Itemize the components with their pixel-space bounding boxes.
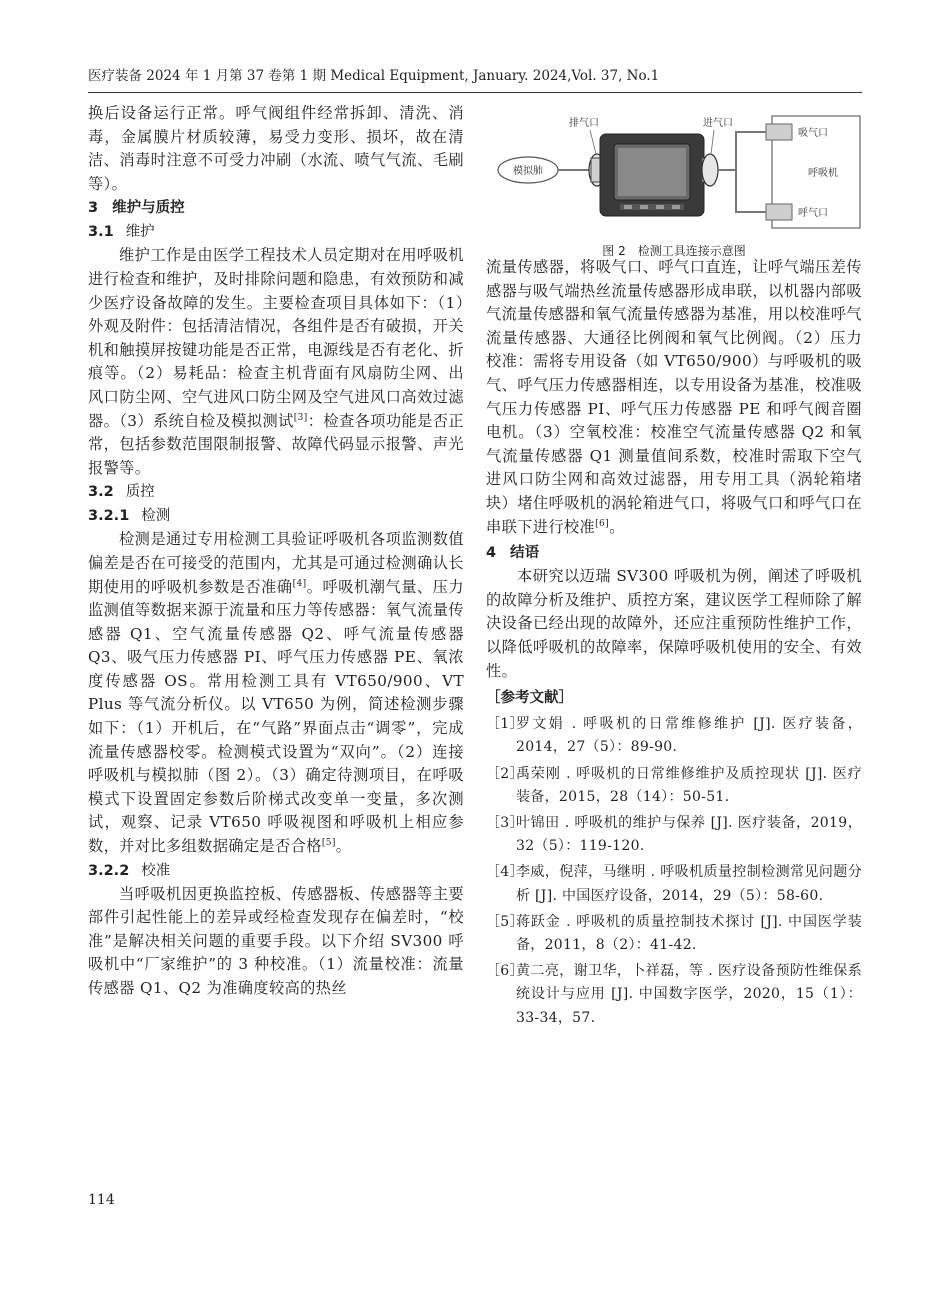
reference-item: ［6］ 黄二亮，谢卫华，卜祥磊，等 . 医疗设备预防性维保系统设计与应用 [J]. 中国数字医学，2020，15（1）：33-34，57.	[486, 963, 862, 1026]
section-3-2-heading: 3.2 质控	[88, 484, 155, 501]
citation-5: [5]	[321, 837, 336, 848]
reference-item: ［5］ 蒋跃金 . 呼吸机的质量控制技术探讨 [J]. 中国医学装备，2011，8（2）：41-42.	[486, 913, 862, 953]
label-exhale-port: 呼气口	[798, 208, 828, 219]
paragraph-calibration: 当呼吸机因更换监控板、传感器板、传感器等主要部件引起性能上的差异或经检查发现存在偏差时，“校准”是解决相关问题的重要手段。以下介绍 SV300 呼吸机中“厂家维护”的 3 种校准。（1）流量校准：流量传感器 Q1、Q2 为准确度较高的热丝	[88, 884, 464, 997]
running-header: 医疗装备 2024 年 1 月第 37 卷第 1 期 Medical Equipment, January. 2024,Vol. 37, No.1	[88, 68, 660, 84]
page-number: 114	[88, 1192, 115, 1208]
right-column	[486, 256, 862, 1033]
label-simulated-lung: 模拟肺	[513, 166, 543, 177]
citation-6: [6]	[595, 518, 610, 529]
label-intake-port: 进气口	[703, 118, 733, 129]
reference-item: ［2］ 禹荣刚 . 呼吸机的日常维修维护及质控现状 [J]. 医疗装备，2015，28（14）：50-51.	[486, 765, 862, 805]
reference-item: ［1］ 罗文娟 . 呼吸机的日常维修维护 [J]. 医疗装备，2014，27（5）：89-90.	[486, 716, 862, 756]
paragraph-detection: 检测是通过专用检测工具验证呼吸机各项监测数值偏差是否在可接受的范围内，尤其是可通过检测确认长期使用的呼吸机参数是否准确[4]。呼吸机潮气量、压力监测值等数据来源于流量和压力等传感器：氧气流量传感器 Q1、空气流量传感器 Q2、呼气流量传感器 Q3、吸气压力传感器 PI、呼气压力传感器 PE、氧浓度传感器 OS。常用检测工具有 VT650/900、VT Plus 等气流分析仪。以 VT650 为例，简述检测步骤如下：（1）开机后，在“气路”界面点击“调零”，完成流量传感器校零。检测模式设置为“双向”。（2）连接呼吸机与模拟肺（图 2）。（3）确定待测项目，在呼吸模式下设置固定参数后阶梯式改变单一变量，多次测试，观察、记录 VT650 呼吸视图和呼吸机上相应参数，并对比多组数据确定是否合格[5]。	[88, 530, 465, 856]
reference-item: ［4］ 李威，倪萍，马继明 . 呼吸机质量控制检测常见问题分析 [J]. 中国医疗设备，2014，29（5）：58-60.	[486, 864, 862, 904]
figure-caption: 图 2 检测工具连接示意图	[602, 244, 746, 258]
left-column	[88, 102, 464, 1001]
section-3-2-2-heading: 3.2.2 校准	[88, 862, 171, 879]
reference-item: ［3］ 叶锦田 . 呼吸机的维护与保养 [J]. 医疗装备，2019，32（5）：119-120.	[486, 814, 862, 855]
label-exhaust-port: 排气口	[569, 118, 599, 129]
citation-3: [3]	[293, 412, 308, 423]
intake-connector	[702, 154, 718, 186]
paragraph-maintenance: 维护工作是由医学工程技术人员定期对在用呼吸机进行检查和维护，及时排除问题和隐患，有效预防和减少医疗设备故障的发生。主要检查项目具体如下：（1）外观及附件：包括清洁情况，各组件是否有破损，开关机和触摸屏按键功能是否正常，电源线是否有老化、折痕等。（2）易耗品：检查主机背面有风扇防尘网、出风口防尘网、空气进风口防尘网及空气进风口高效过滤器。（3）系统自检及模拟测试[3]：检查各项功能是否正常，包括参数范围限制报警、故障代码显示报警、声光报警等。	[88, 246, 465, 477]
paragraph-conclusion: 本研究以迈瑞 SV300 呼吸机为例，阐述了呼吸机的故障分析及维护、质控方案，建议医学工程师除了解决设备已经出现的故障外，还应注重预防性维护工作，以降低呼吸机的故障率，保障呼吸机使用的安全、有效性。	[486, 567, 862, 680]
references-title: ［参考文献］	[486, 690, 573, 707]
header-rule	[88, 92, 862, 93]
citation-4: [4]	[292, 578, 307, 589]
section-3-heading: 3 维护与质控	[88, 200, 185, 217]
section-4-heading: 4 结语	[486, 545, 540, 562]
reference-list	[486, 713, 862, 1030]
section-3-1-heading: 3.1 维护	[88, 224, 155, 241]
inhale-port-box	[766, 124, 792, 140]
section-3-2-1-heading: 3.2.1 检测	[88, 508, 171, 525]
paragraph-calibration-continued: 流量传感器，将吸气口、呼气口直连，让呼气端压差传感器与吸气端热丝流量传感器形成串联，以机器内部吸气流量传感器和氧气流量传感器为基准，用以校准呼气流量传感器、大通径比例阀和氧气比例阀。（2）压力校准：需将专用设备（如 VT650/900）与呼吸机的吸气、呼气压力传感器相连，以专用设备为基准，校准吸气压力传感器 PI、呼气压力传感器 PE 和呼气阀音圈电机。（3）空氧校准：校准空气流量传感器 Q2 和氧气流量传感器 Q1 测量值间系数，校准时需取下空气进风口防尘网和高效过滤器，用专用工具（涡轮箱堵块）堵住呼吸机的涡轮箱进气口，将吸气口和呼气口在串联下进行校准[6]。	[486, 258, 862, 536]
paragraph-intro: 换后设备运行正常。呼气阀组件经常拆卸、清洗、消毒，金属膜片材质较薄，易受力变形、损坏，故在清洁、消毒时注意不可受力冲刷（水流、喷气气流、毛刷等）。	[88, 104, 464, 193]
label-inhale-port: 吸气口	[798, 128, 828, 139]
figure-2-connection-diagram	[490, 104, 862, 250]
label-ventilator: 呼吸机	[808, 168, 838, 179]
exhale-port-box	[766, 204, 792, 220]
